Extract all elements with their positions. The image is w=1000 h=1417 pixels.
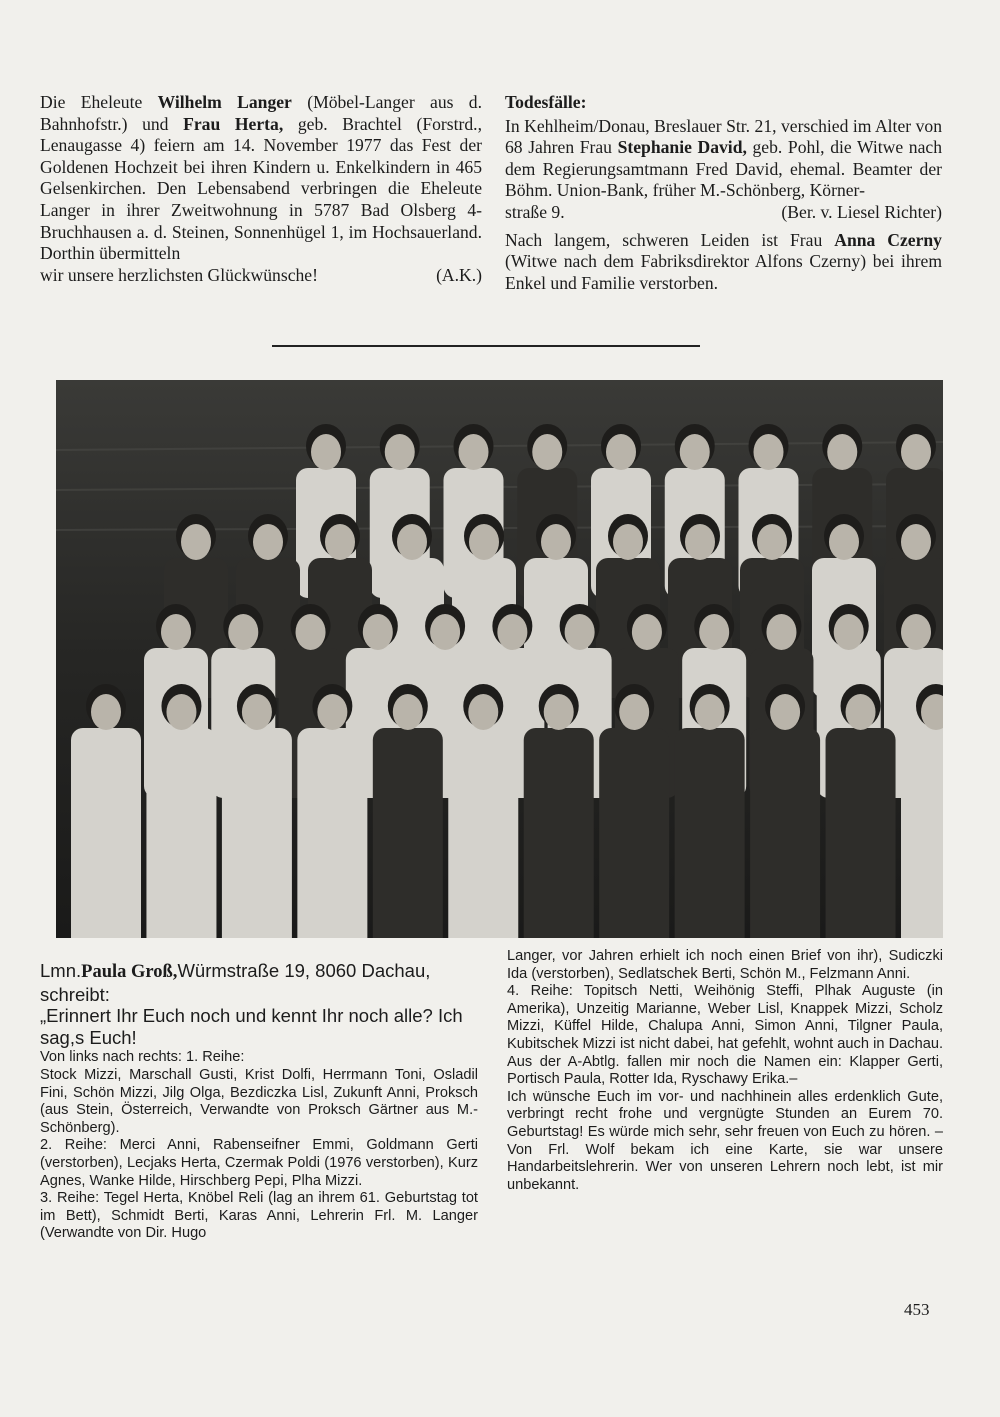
child-face [829, 524, 859, 560]
child-dress [146, 728, 216, 938]
child-face [680, 434, 710, 470]
row-2-names: 2. Reihe: Merci Anni, Rabenseifner Emmi, Goldmann Gerti (verstorben), Lecjaks Herta, Czermak Poldi (1976 verstorben), Kurz Agnes, Wanke Hilde, Hirschberg Pepi, Plha Mizzi. [40, 1137, 478, 1189]
child-face [827, 434, 857, 470]
child-face [363, 614, 393, 650]
row-3-names: 3. Reihe: Tegel Herta, Knöbel Reli (lag an ihrem 61. Geburtstag tot im Bett), Schmidt Berti, Karas Anni, Lehrerin Frl. M. Langer (Verwandte von Dir. Hugo [40, 1190, 478, 1242]
child-dress [222, 728, 292, 938]
obituaries-section [505, 92, 942, 300]
child-face [181, 524, 211, 560]
obituary-czerny: Nach langem, schweren Leiden ist Frau Anna Czerny (Witwe nach dem Fabriksdirektor Alfons Czerny) bei ihrem Enkel und Familie verstorben. [505, 229, 942, 293]
obituary-david-source-line: straße 9. (Ber. v. Liesel Richter) [505, 201, 942, 222]
child-face [757, 524, 787, 560]
child-face [846, 694, 876, 730]
row-4-names: 4. Reihe: Topitsch Netti, Weihönig Steffi, Plhak Auguste (in Amerika), Unzeitig Marianne, Weber Lisl, Knappek Mizzi, Scholz Mizzi, Küffel Hilde, Chalupa Anni, Simon Anni, Tilgner Paula, Kubitschek Mizzi ist nicht dabei, hat gefehlt, wohnt auch in Dachau. Aus der A-Abtlg. fallen mir noch die Namen ein: Klapper Gerti, Portisch Paula, Rotter Ida, Ryschawy Erika.– [507, 983, 943, 1088]
child-dress [448, 728, 518, 938]
child-face [685, 524, 715, 560]
child-face [541, 524, 571, 560]
child-face [532, 434, 562, 470]
row-1-names: Stock Mizzi, Marschall Gusti, Krist Dolfi, Herrmann Toni, Osladil Fini, Schön Mizzi, Jilg Olga, Bezdiczka Lisl, Zukunft Anni, Proksch (aus Stein, Österreich, Verwandte von Proksch Gärtner aus M.-Schönberg). [40, 1066, 478, 1136]
child-face [242, 694, 272, 730]
child-face [397, 524, 427, 560]
child-face [606, 434, 636, 470]
child-face [699, 614, 729, 650]
child-face [754, 434, 784, 470]
letter-intro: Lmn.Paula Groß,Würmstraße 19, 8060 Dachau, schreibt: „Erinnert Ihr Euch noch und kennt Ihr noch alle? Ich sag,s Euch! [40, 960, 463, 1048]
child-dress [373, 728, 443, 938]
child-dress [826, 728, 896, 938]
child-face [770, 694, 800, 730]
child-face [325, 524, 355, 560]
child-face [385, 434, 415, 470]
child-face [296, 614, 326, 650]
letter-column-left [40, 960, 478, 1243]
anniversary-text: Die Eheleute Wilhelm Langer (Möbel-Langer aus d. Bahnhofstr.) und Frau Herta, geb. Brachtel (Forstrd., Lenaugasse 4) feiern am 14. November 1977 das Fest der Goldenen Hochzeit bei ihren Kindern u. Enkelkindern in 465 Gelsenkirchen. Den Lebensabend verbringen die Eheleute Langer in ihrer Zweitwohnung in 5787 Bad Olsberg 4-Bruchhausen a. d. Steinen, Sonnenhügel 1, im Hochsauerland. Dorthin übermitteln [40, 92, 482, 264]
child-face [228, 614, 258, 650]
child-face [253, 524, 283, 560]
child-face [497, 614, 527, 650]
child-face [695, 694, 725, 730]
obituary-david: In Kehlheim/Donau, Breslauer Str. 21, verschied im Alter von 68 Jahren Frau Stephanie David, geb. Pohl, die Witwe nach dem Regierungsamtmann Fred David, ehemal. Beamter der Böhm. Union-Bank, früher M.-Schönberg, Körner- [505, 115, 942, 201]
child-dress [524, 728, 594, 938]
row-intro: Von links nach rechts: 1. Reihe: [40, 1049, 245, 1066]
author-initials: (A.K.) [436, 264, 482, 285]
anniversary-closing-line: wir unsere herzlichsten Glückwünsche! (A.K.) [40, 264, 482, 285]
child-dress [750, 728, 820, 938]
wife-name: Frau Herta, [183, 113, 284, 134]
child-face [468, 694, 498, 730]
section-divider [272, 345, 700, 347]
child-face [766, 614, 796, 650]
child-face [459, 434, 489, 470]
row-3-names-continued: Langer, vor Jahren erhielt ich noch einen Brief von ihr), Sudiczki Ida (verstorben), Sedlatschek Berti, Schön M., Felzmann Anni. [507, 948, 943, 982]
child-face [565, 614, 595, 650]
letter-author: Paula Groß, [81, 962, 178, 982]
child-dress [901, 728, 943, 938]
class-photo [56, 380, 943, 938]
child-face [613, 524, 643, 560]
letter-column-right [507, 948, 943, 1194]
child-face [901, 434, 931, 470]
report-source: (Ber. v. Liesel Richter) [781, 201, 942, 222]
child-dress [71, 728, 141, 938]
child-face [469, 524, 499, 560]
child-face [161, 614, 191, 650]
child-face [393, 694, 423, 730]
wedding-anniversary-notice [40, 92, 482, 286]
child-face [317, 694, 347, 730]
child-face [166, 694, 196, 730]
child-face [91, 694, 121, 730]
child-face [619, 694, 649, 730]
child-face [311, 434, 341, 470]
obituaries-heading: Todesfälle: [505, 92, 587, 112]
child-dress [675, 728, 745, 938]
child-dress [599, 728, 669, 938]
child-face [544, 694, 574, 730]
child-face [632, 614, 662, 650]
letter-quote: „Erinnert Ihr Euch noch und kennt Ihr noch alle? Ich sag,s Euch! [40, 1005, 463, 1048]
child-face [901, 524, 931, 560]
page-number: 453 [904, 1300, 930, 1319]
child-face [834, 614, 864, 650]
husband-name: Wilhelm Langer [157, 92, 292, 112]
child-face [901, 614, 931, 650]
letter-closing: Ich wünsche Euch im vor- und nachhinein alles erdenklich Gute, verbringt recht frohe und vergnügte Stunden an Eurem 70. Geburtstag! Es würde mich sehr, sehr freuen von Euch zu hören. – Von Frl. Wolf bekam ich eine Karte, sie war unsere Handarbeitslehrerin. Wer von unseren Lehrern noch lebt, ist mir unbekannt. [507, 1088, 943, 1193]
class-photo-image [56, 380, 943, 938]
child-dress [297, 728, 367, 938]
child-face [430, 614, 460, 650]
